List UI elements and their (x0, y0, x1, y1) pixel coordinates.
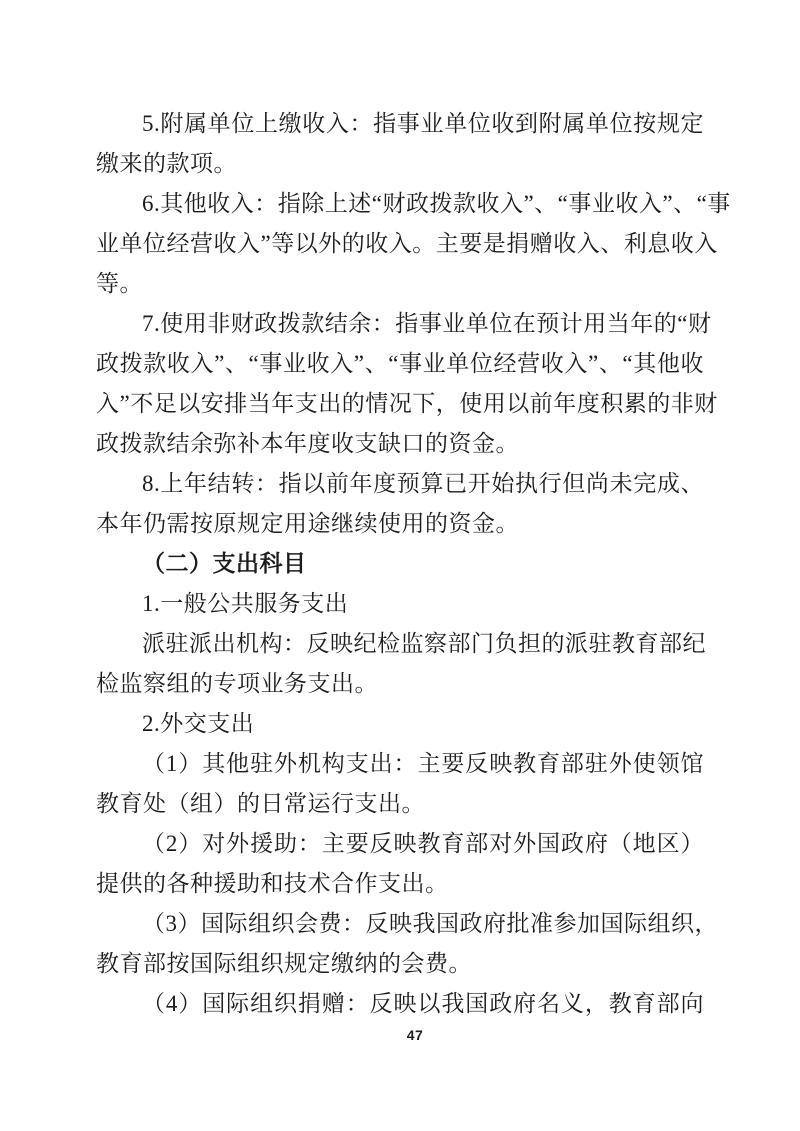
text-line-item6: 6.其他收入：指除上述“财政拨款收入”、“事业收入”、“事 (142, 191, 731, 216)
text-line-paizhu: 派驻派出机构：反映纪检监察部门负担的派驻教育部纪 (142, 631, 706, 656)
text-line-paizhu-end: 检监察组的专项业务支出。 (96, 671, 378, 696)
text-line-item5: 5.附属单位上缴收入：指事业单位收到附属单位按规定 (142, 111, 704, 136)
text-line-sub2-2-end: 提供的各种援助和技术合作支出。 (96, 871, 449, 896)
text-line-item6-cont: 业单位经营收入”等以外的收入。主要是捐赠收入、利息收入 (96, 231, 718, 256)
text-line-subitem1: 1.一般公共服务支出 (142, 591, 349, 616)
text-line-item8-end: 本年仍需按原规定用途继续使用的资金。 (96, 511, 519, 536)
text-line-sub2-2: （2）对外援助：主要反映教育部对外国政府（地区） (142, 831, 704, 856)
text-line-sub2-1-end: 教育处（组）的日常运行支出。 (96, 791, 425, 816)
text-line-sub2-3-end: 教育部按国际组织规定缴纳的会费。 (96, 951, 472, 976)
text-body (96, 104, 731, 1024)
page-number: 47 (406, 1027, 424, 1043)
text-line-item8: 8.上年结转：指以前年度预算已开始执行但尚未完成、 (142, 471, 704, 496)
text-line-item6-end: 等。 (96, 271, 143, 296)
section-heading-expenditure: （二）支出科目 (142, 551, 307, 576)
text-line-item7-end: 政拨款结余弥补本年度收支缺口的资金。 (96, 431, 519, 456)
text-line-subitem2: 2.外交支出 (142, 711, 255, 736)
text-line-item7: 7.使用非财政拨款结余：指事业单位在预计用当年的“财 (142, 311, 712, 336)
text-line-sub2-1: （1）其他驻外机构支出：主要反映教育部驻外使领馆 (142, 751, 704, 776)
text-line-item5-cont: 缴来的款项。 (96, 151, 237, 176)
text-line-item7-cont2: 入”不足以安排当年支出的情况下，使用以前年度积累的非财 (96, 391, 718, 416)
text-line-sub2-3: （3）国际组织会费：反映我国政府批准参加国际组织， (142, 911, 718, 936)
text-line-item7-cont1: 政拨款收入”、“事业收入”、“事业单位经营收入”、“其他收 (96, 351, 704, 376)
text-line-sub2-4: （4）国际组织捐赠：反映以我国政府名义，教育部向 (142, 991, 704, 1016)
